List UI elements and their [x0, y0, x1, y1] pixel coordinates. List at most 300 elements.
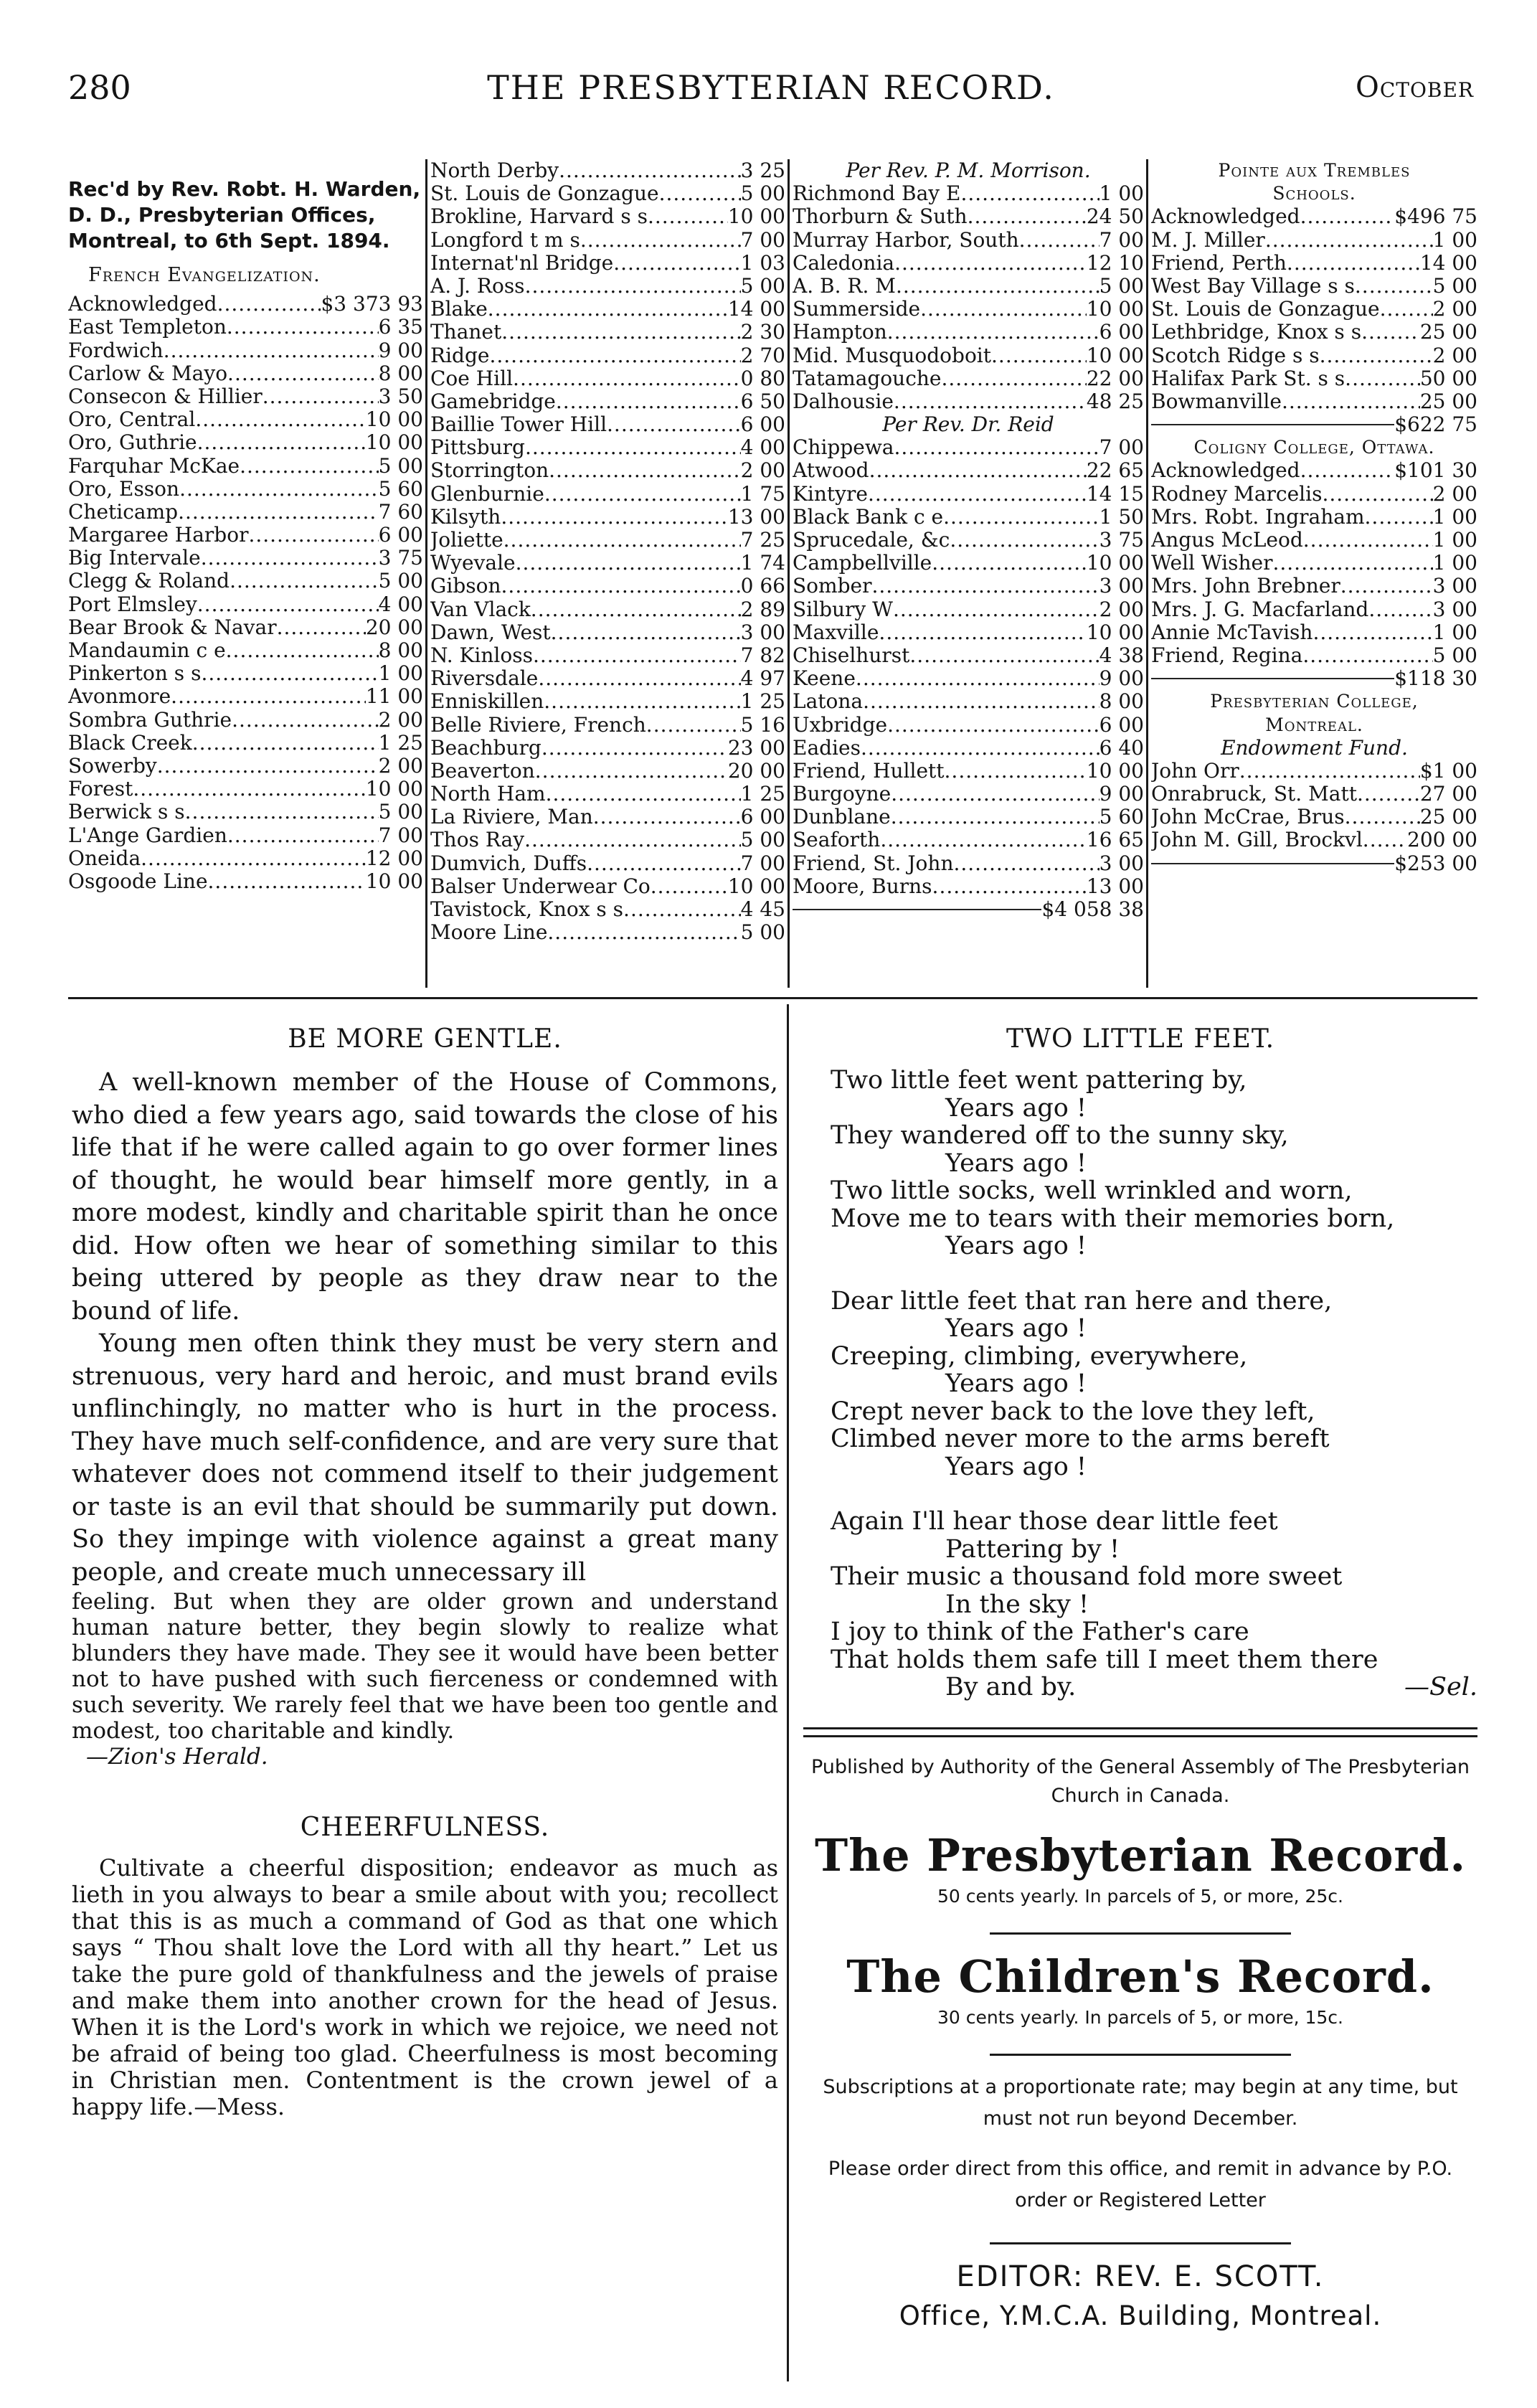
list-item	[430, 737, 785, 760]
amount: 3 00	[1432, 597, 1477, 621]
amount: 23 00	[727, 735, 785, 760]
contributor-name: Port Elmsley	[68, 592, 197, 616]
contributor-name: Scotch Ridge s s	[1151, 343, 1320, 367]
dot-leader	[1345, 806, 1420, 828]
contributor-name: Big Intervale	[68, 546, 201, 570]
contributions-column-4	[1151, 159, 1477, 988]
list-item	[1151, 390, 1477, 413]
amount: 1 00	[1432, 551, 1477, 575]
subscription-note: Subscriptions at a proportionate rate; may begin at any time, but must not run beyond December.	[823, 2075, 1458, 2130]
amount: 2 89	[740, 597, 785, 621]
poem-line: In the sky !	[945, 1590, 1089, 1619]
amount: 10 00	[1086, 758, 1144, 783]
dot-leader	[201, 547, 379, 570]
amount: 7 00	[740, 227, 785, 252]
dot-leader	[501, 575, 741, 598]
poem-line: Climbed never more to the arms bereft	[831, 1425, 1330, 1453]
amount: 6 00	[740, 412, 785, 437]
dot-leader	[1151, 678, 1394, 679]
amount: 14 00	[1419, 250, 1477, 275]
dot-leader	[263, 385, 379, 408]
dot-leader	[248, 524, 378, 547]
list-item	[1151, 529, 1477, 552]
list-item	[430, 875, 785, 898]
subheading-text: Coligny College, Ottawa.	[1193, 437, 1435, 458]
contributor-name: Acknowledged	[1151, 204, 1300, 229]
stanza-break	[831, 1260, 1477, 1288]
list-item	[430, 806, 785, 828]
list-subheading	[1151, 436, 1477, 459]
dot-leader	[240, 455, 379, 478]
amount: 1 50	[1099, 504, 1144, 529]
dot-leader	[941, 367, 1086, 390]
contributor-name: Coe Hill	[430, 366, 514, 390]
contributor-name: Keene	[793, 666, 856, 691]
contributor-name: Kintyre	[793, 481, 868, 506]
contributor-name: Balser Underwear Co	[430, 874, 651, 898]
list-item	[430, 621, 785, 644]
amount: 2 00	[378, 753, 423, 778]
amount: 2 00	[1099, 597, 1144, 621]
dot-leader	[991, 344, 1087, 367]
contributor-name: Pinkerton s s	[68, 661, 202, 686]
contributor-name: Acknowledged	[68, 292, 217, 316]
dot-leader	[197, 431, 366, 454]
contributor-name: Glenburnie	[430, 481, 544, 506]
amount: 4 00	[740, 435, 785, 460]
dot-leader	[1239, 760, 1420, 783]
list-item	[430, 436, 785, 459]
dot-leader	[230, 570, 379, 592]
amount: 1 00	[1099, 181, 1144, 206]
list-item	[1151, 321, 1477, 344]
dot-leader	[1320, 344, 1433, 367]
list-item	[1151, 483, 1477, 506]
list-item	[793, 344, 1144, 367]
list-item	[430, 575, 785, 598]
left-articles	[72, 1024, 778, 2120]
dot-leader	[185, 801, 379, 823]
contributor-name: Farquhar McKae	[68, 453, 240, 478]
list-item	[68, 801, 423, 823]
contributor-name: Moore, Burns	[793, 874, 932, 898]
amount: 5 00	[740, 181, 785, 206]
dot-leader	[659, 182, 741, 205]
contributor-name: La Riviere, Man	[430, 805, 593, 829]
amount: 2 30	[740, 320, 785, 344]
list-total	[793, 898, 1144, 921]
dot-leader	[1303, 529, 1433, 552]
list-item	[793, 621, 1144, 644]
amount: 2 00	[740, 458, 785, 483]
dot-leader	[217, 293, 321, 316]
short-rule	[990, 2054, 1291, 2056]
contributor-name: Blake	[430, 297, 488, 321]
contributor-name: Thanet	[430, 320, 502, 344]
dot-leader	[546, 783, 741, 806]
amount: 6 40	[1099, 735, 1144, 760]
amount: 3 00	[740, 620, 785, 644]
contributor-name: Thorburn & Suth	[793, 204, 968, 229]
dot-leader	[1340, 575, 1433, 598]
contributor-name: Gibson	[430, 574, 501, 598]
contributor-name: Sprucedale, &c	[793, 528, 950, 552]
list-item	[430, 690, 785, 713]
list-subheading	[1151, 737, 1477, 760]
list-item	[430, 783, 785, 806]
amount: 7 00	[1099, 227, 1144, 252]
poem-line: They wandered off to the sunny sky,	[831, 1121, 1289, 1150]
list-subheading	[793, 413, 1144, 436]
list-item	[68, 478, 423, 501]
list-item	[68, 547, 423, 570]
amount: 1 00	[1432, 504, 1477, 529]
column-2-rows	[430, 159, 785, 944]
dot-leader	[932, 552, 1087, 575]
amount: 7 00	[378, 823, 423, 847]
poem-line: Years ago !	[945, 1314, 1087, 1343]
dot-leader	[524, 828, 741, 851]
dot-leader	[593, 806, 741, 828]
amount: 10 00	[365, 777, 423, 801]
contributor-name: Moore Line	[430, 920, 548, 945]
column-divider	[425, 159, 427, 988]
dot-leader	[896, 275, 1099, 298]
contributor-name: Well Wisher	[1151, 551, 1273, 575]
contributions-column-3	[793, 159, 1144, 988]
list-item	[793, 828, 1144, 851]
childrens-record-masthead: The Children's Record.	[846, 1950, 1434, 2003]
amount: 10 00	[365, 869, 423, 893]
subheading-text: Montreal.	[1265, 714, 1363, 735]
contributor-name: Onrabruck, St. Matt	[1151, 782, 1357, 806]
amount: 1 25	[740, 782, 785, 806]
subheading-text: Schools.	[1272, 183, 1356, 204]
contributor-name: Atwood	[793, 458, 869, 483]
list-item	[793, 875, 1144, 898]
dot-leader	[525, 436, 741, 459]
dot-leader	[197, 593, 379, 616]
contributor-name: Carlow & Mayo	[68, 361, 228, 385]
dot-leader	[1302, 644, 1432, 667]
contributor-name: Clegg & Roland	[68, 569, 230, 593]
list-subheading	[1151, 182, 1477, 205]
dot-leader	[542, 737, 728, 760]
list-item	[68, 339, 423, 362]
dot-leader	[226, 639, 379, 662]
dot-leader	[894, 390, 1087, 413]
amount: 14 00	[727, 297, 785, 321]
amount: 8 00	[378, 638, 423, 663]
dot-leader	[141, 847, 366, 870]
amount: $253 00	[1394, 851, 1477, 875]
dot-leader	[556, 390, 741, 413]
contributor-name: Summerside	[793, 297, 921, 321]
amount: 0 80	[740, 366, 785, 390]
contributor-name: Bowmanville	[1151, 389, 1282, 413]
dot-leader	[1151, 424, 1394, 425]
list-item	[793, 575, 1144, 598]
amount: 24 50	[1086, 204, 1144, 229]
amount: 6 35	[378, 315, 423, 339]
dot-leader	[544, 483, 741, 506]
list-item	[430, 413, 785, 436]
dot-leader	[894, 252, 1087, 275]
dot-leader	[945, 760, 1087, 783]
list-item	[430, 298, 785, 321]
contributor-name: Dunblane	[793, 805, 891, 829]
amount: 9 00	[1099, 666, 1144, 691]
subheading-text: Per Rev. P. M. Morrison.	[846, 159, 1091, 182]
list-item	[430, 321, 785, 344]
list-item	[68, 362, 423, 385]
list-subheading	[1151, 690, 1477, 713]
poem-line: Two little feet went pattering by,	[831, 1066, 1247, 1095]
page-number: 280	[68, 68, 131, 107]
article-paragraph: Young men often think they must be very stern and strenuous, very hard and heroic, and must brand evils unflinchingly, no matter who is hurt in the process. They have much self-confidence, and are very sure that whatever does not commend itself to their judgement or taste is an evil that should be summarily put down. So they impinge with violence against a great many people, and create much unnecessary ill	[72, 1329, 778, 1587]
amount: 25 00	[1419, 805, 1477, 829]
dot-leader	[871, 575, 1099, 598]
dot-leader	[201, 662, 378, 685]
amount: 1 74	[740, 551, 785, 575]
amount: 10 00	[727, 874, 785, 898]
contributions-column-1	[68, 159, 423, 988]
amount: 4 45	[740, 897, 785, 921]
contributor-name: Thos Ray	[430, 828, 525, 852]
contributor-name: Forest	[68, 777, 133, 801]
presbyterian-record-masthead: The Presbyterian Record.	[814, 1828, 1467, 1881]
amount: 27 00	[1419, 782, 1477, 806]
list-item	[793, 852, 1144, 875]
contributor-name: Annie McTavish	[1151, 620, 1313, 644]
amount: 2 00	[1432, 297, 1477, 321]
amount: 5 00	[740, 828, 785, 852]
list-item	[793, 667, 1144, 690]
list-item	[430, 921, 785, 944]
amount: 10 00	[365, 430, 423, 455]
list-subheading	[1151, 714, 1477, 737]
article-paragraph: feeling. But when they are older grown and understand human nature better, they begin slowly to realize what blunders they have made. They see it would have been better not to have pushed with such fierceness or condemned with such severity. We rarely feel that we have been too gentle and modest, too charitable and kindly.	[72, 1589, 778, 1744]
poem-line: Their music a thousand fold more sweet	[831, 1562, 1343, 1591]
amount: 7 25	[740, 528, 785, 552]
contributor-name: John Orr	[1151, 758, 1239, 783]
contributor-name: Sombra Guthrie	[68, 707, 232, 732]
amount: 1 25	[740, 689, 785, 714]
list-item	[1151, 298, 1477, 321]
list-item	[68, 501, 423, 524]
list-item	[68, 685, 423, 708]
amount: 1 03	[740, 250, 785, 275]
dot-leader	[887, 714, 1099, 737]
contributor-name: North Derby	[430, 159, 559, 182]
list-item	[1151, 205, 1477, 228]
list-item	[68, 778, 423, 801]
contributor-name: Campbellville	[793, 551, 932, 575]
poem-line: That holds them safe till I meet them there	[831, 1645, 1378, 1674]
dot-leader	[891, 806, 1099, 828]
amount: 12 10	[1086, 250, 1144, 275]
contributor-name: John M. Gill, Brockvl	[1151, 828, 1363, 852]
list-item	[68, 732, 423, 755]
article-paragraph: Cultivate a cheerful disposition; endeavor as much as lieth in you always to bear a smile about with you; recollect that this is as much a command of God as that one which says “ Thou shalt love the Lord with all thy heart.” Let us take the pure gold of thankfulness and the jewels of praise and make them into another crown for the head of Jesus. When it is the Lord's work in which we rejoice, we need not be afraid of being too glad. Cheerfulness is most becoming in Christian men. Contentment is the crown jewel of a happy life.—Mess.	[72, 1854, 778, 2120]
column-divider	[788, 159, 790, 988]
list-item	[1151, 828, 1477, 851]
list-item	[793, 390, 1144, 413]
contributor-name: Beachburg	[430, 735, 542, 760]
dot-leader	[227, 316, 379, 339]
list-item	[1151, 644, 1477, 667]
dot-leader	[861, 737, 1099, 760]
amount: 6 50	[740, 389, 785, 413]
dot-leader	[1357, 783, 1420, 806]
list-item	[430, 182, 785, 205]
dot-leader	[1363, 828, 1407, 851]
list-item	[1151, 575, 1477, 598]
contributor-name: Consecon & Hillier	[68, 384, 263, 408]
list-item	[430, 506, 785, 529]
amount: 5 00	[1432, 643, 1477, 667]
contributions-lists	[68, 159, 1477, 988]
poem-line: Years ago !	[945, 1452, 1087, 1481]
contributor-name: Tavistock, Knox s s	[430, 897, 624, 921]
list-item	[68, 524, 423, 547]
list-item	[430, 644, 785, 667]
issue-month: October	[1356, 71, 1474, 104]
amount: 25 00	[1419, 320, 1477, 344]
contributor-name: Rodney Marcelis	[1151, 481, 1323, 506]
contributor-name: Uxbridge	[793, 712, 888, 737]
list-item	[430, 205, 785, 228]
dot-leader	[580, 229, 741, 252]
contributions-column-2	[430, 159, 785, 988]
contributor-name: John McCrae, Brus	[1151, 805, 1345, 829]
amount: 5 00	[378, 569, 423, 593]
poem-line: Creeping, climbing, everywhere,	[831, 1341, 1248, 1371]
column-1-rows	[68, 293, 423, 893]
amount: 5 00	[740, 273, 785, 298]
contributor-name: Friend, St. John	[793, 851, 954, 875]
page-header	[68, 68, 1474, 126]
contributor-name: St. Louis de Gonzague	[1151, 297, 1380, 321]
list-item	[1151, 367, 1477, 390]
article-title: CHEERFULNESS.	[300, 1813, 550, 1842]
contributor-name: Dumvich, Duffs	[430, 851, 587, 875]
list-item	[1151, 760, 1477, 783]
contributor-name: Murray Harbor, South	[793, 227, 1019, 252]
contributor-name: Oro, Central	[68, 407, 196, 432]
amount: 5 60	[378, 476, 423, 501]
contributor-name: Sowerby	[68, 753, 157, 778]
stanza-break	[831, 1481, 1477, 1508]
dot-leader	[863, 690, 1099, 713]
list-item	[68, 709, 423, 732]
subheading-text: Presbyterian College,	[1210, 691, 1419, 712]
receipt-heading: Rec'd by Rev. Robt. H. Warden, D. D., Presbyterian Offices, Montreal, to 6th Sept. 1894.	[68, 177, 421, 252]
poem-line: Pattering by !	[945, 1534, 1120, 1564]
list-item	[68, 870, 423, 893]
list-item	[430, 828, 785, 851]
amount: 10 00	[1086, 620, 1144, 644]
amount: 2 00	[1432, 481, 1477, 506]
dot-leader	[1368, 598, 1432, 621]
article-paragraph: A well-known member of the House of Commons, who died a few years ago, said towards the close of his life that if he were called again to go over former lines of thought, he would bear himself more gently, in a more modest, kindly and charitable spirit than he once did. How often we hear of something similar to this being uttered by people as they draw near to the bound of life.	[72, 1068, 778, 1326]
list-total	[1151, 667, 1477, 690]
amount: 3 00	[1099, 851, 1144, 875]
contributor-name: Mrs. John Brebner	[1151, 574, 1340, 598]
dot-leader	[793, 909, 1041, 910]
short-rule	[990, 2242, 1291, 2244]
poem-line: Years ago !	[945, 1148, 1087, 1178]
list-item	[68, 847, 423, 870]
dot-leader	[1151, 863, 1394, 864]
contributor-name: Mrs. Robt. Ingraham	[1151, 504, 1365, 529]
dot-leader	[1300, 205, 1395, 228]
dot-leader	[950, 529, 1099, 552]
amount: 8 00	[378, 361, 423, 385]
dot-leader	[943, 506, 1099, 529]
column-4-rows	[1151, 159, 1477, 875]
dot-leader	[893, 598, 1099, 621]
dot-leader	[894, 436, 1099, 459]
contributor-name: St. Louis de Gonzague	[430, 181, 659, 206]
dot-leader	[879, 621, 1086, 644]
amount: 4 00	[378, 592, 423, 616]
list-item	[68, 824, 423, 847]
list-item	[1151, 806, 1477, 828]
amount: 1 00	[1432, 620, 1477, 644]
poem-last-line	[831, 1673, 1477, 1701]
amount: 3 75	[1099, 528, 1144, 552]
contributor-name: Silbury W	[793, 597, 893, 621]
amount: 3 25	[740, 159, 785, 182]
amount: 10 00	[1086, 343, 1144, 367]
list-item	[430, 598, 785, 621]
list-item	[68, 755, 423, 778]
contributor-name: L'Ange Gardien	[68, 823, 227, 847]
list-item	[1151, 552, 1477, 575]
dot-leader	[227, 824, 379, 847]
amount: 1 00	[378, 661, 423, 686]
dot-leader	[513, 367, 741, 390]
amount: $622 75	[1394, 412, 1477, 437]
dot-leader	[133, 778, 365, 801]
dot-leader	[1355, 275, 1433, 298]
amount: 20 00	[365, 615, 423, 639]
contributor-name: Margaree Harbor	[68, 523, 249, 547]
list-item	[68, 616, 423, 639]
list-item	[793, 737, 1144, 760]
dot-leader	[613, 252, 740, 275]
amount: $1 00	[1419, 758, 1477, 783]
contributor-name: Richmond Bay E	[793, 181, 961, 206]
list-item	[68, 570, 423, 592]
contributor-name: Berwick s s	[68, 800, 185, 824]
amount: 10 00	[727, 204, 785, 229]
list-item	[793, 529, 1144, 552]
dot-leader	[868, 483, 1087, 506]
contributor-name: Belle Riviere, French	[430, 712, 646, 737]
dot-leader	[932, 875, 1087, 898]
subheading-text: Pointe aux Trembles	[1218, 160, 1411, 181]
list-item	[68, 639, 423, 662]
amount: 5 00	[378, 800, 423, 824]
amount: 1 00	[1432, 227, 1477, 252]
amount: 6 00	[1099, 320, 1144, 344]
dot-leader	[171, 685, 366, 708]
amount: 11 00	[365, 684, 423, 709]
list-item	[793, 552, 1144, 575]
dot-leader	[164, 339, 379, 362]
